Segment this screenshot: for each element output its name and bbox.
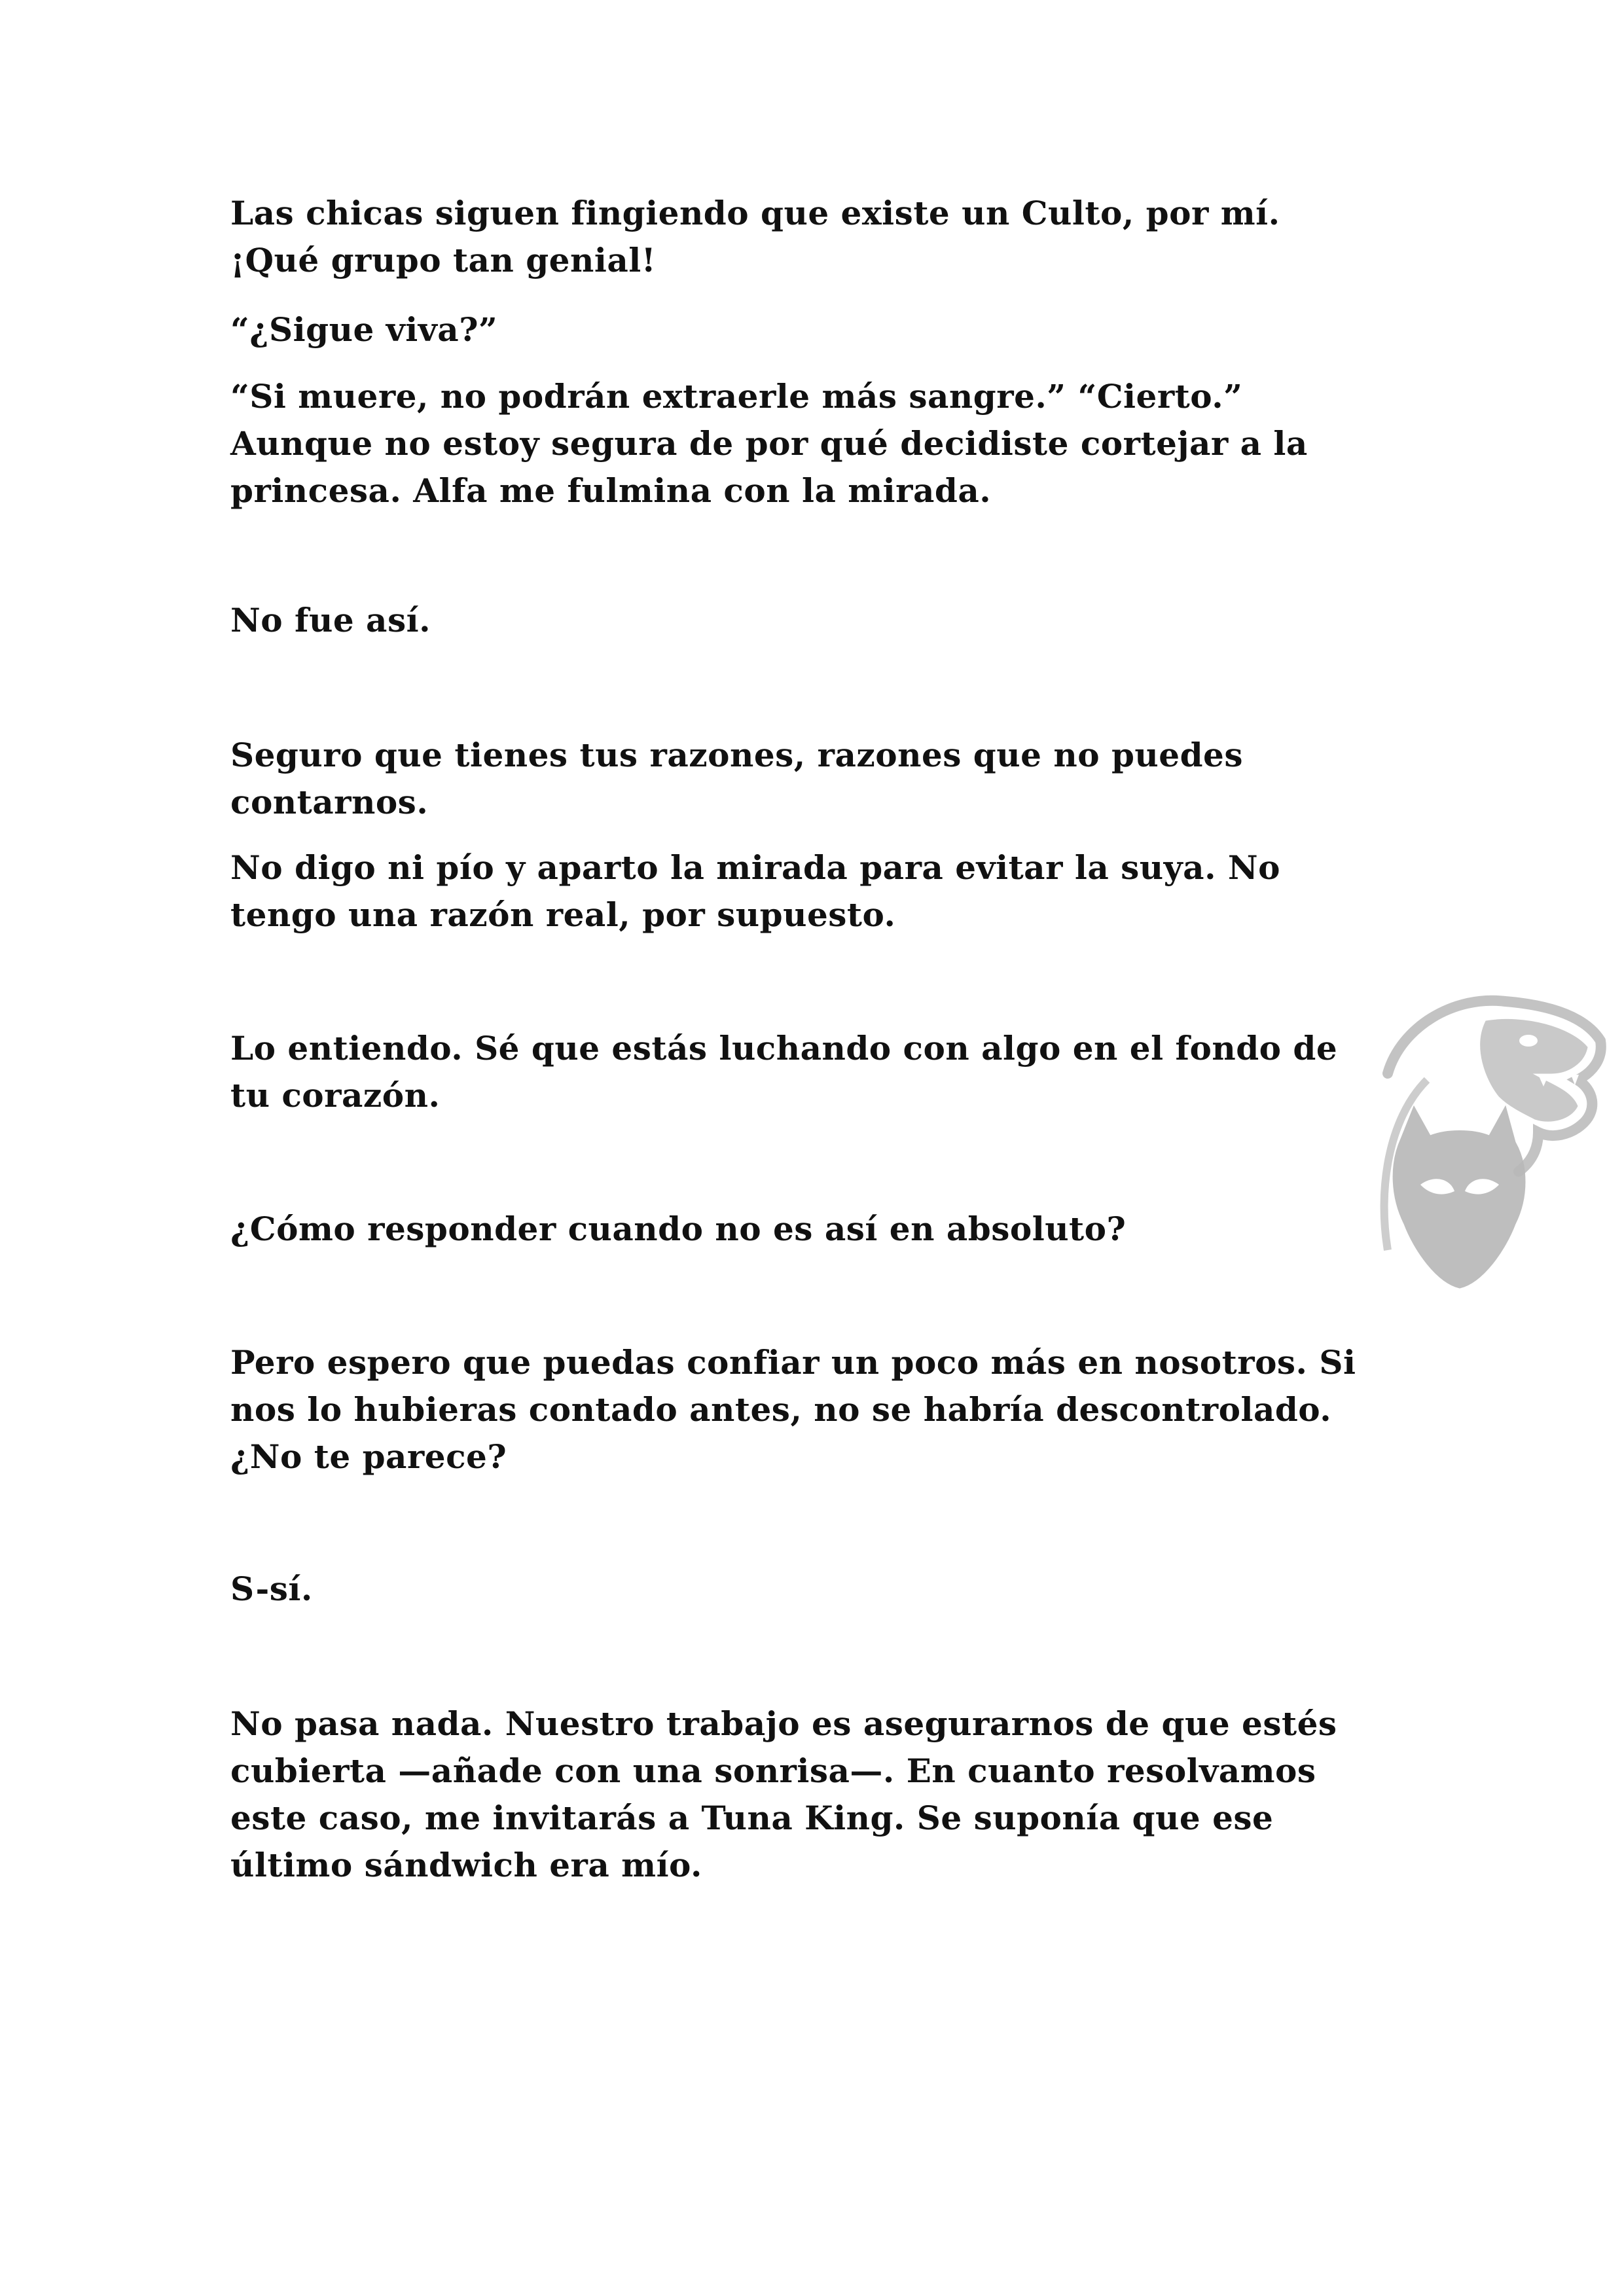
- paragraph-3: “Si muere, no podrán extraerle más sangre.” “Cierto.” Aunque no estoy segura de por qué decidiste cortejar a la princesa. Alfa me fulmina con la mirada.: [230, 377, 1308, 510]
- dinosaur-demon-logo-icon: [1375, 975, 1610, 1296]
- paragraph-4: No fue así.: [230, 601, 431, 639]
- paragraph-5: Seguro que tienes tus razones, razones que no puedes contarnos.: [230, 736, 1243, 821]
- paragraph-8: ¿Cómo responder cuando no es así en absoluto?: [230, 1210, 1127, 1248]
- paragraph-10: S-sí.: [230, 1570, 313, 1608]
- paragraph-7: Lo entiendo. Sé que estás luchando con algo en el fondo de tu corazón.: [230, 1029, 1338, 1115]
- paragraph-9: Pero espero que puedas confiar un poco más en nosotros. Si nos lo hubieras contado antes, no se habría descontrolado. ¿No te parece?: [230, 1343, 1356, 1476]
- paragraph-1: Las chicas siguen fingiendo que existe un Culto, por mí. ¡Qué grupo tan genial!: [230, 194, 1280, 279]
- paragraph-2: “¿Sigue viva?”: [230, 310, 498, 349]
- paragraph-11: No pasa nada. Nuestro trabajo es asegurarnos de que estés cubierta —añade con una sonrisa—. En cuanto resolvamos este caso, me invitarás a Tuna King. Se suponía que ese último sándwich era mío.: [230, 1704, 1337, 1884]
- paragraph-6: No digo ni pío y aparto la mirada para evitar la suya. No tengo una razón real, por supuesto.: [230, 848, 1280, 934]
